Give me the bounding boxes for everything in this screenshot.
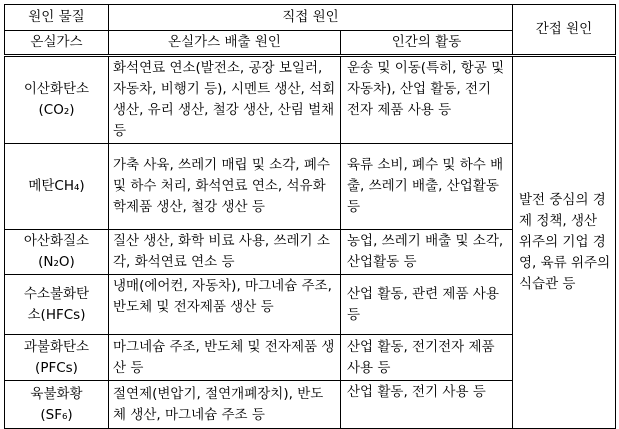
human-activity-cell: 산업 활동, 전기 사용 등	[341, 381, 513, 429]
human-activity-cell: 산업 활동, 관련 제품 사용 등	[341, 275, 513, 335]
human-activity-cell: 운송 및 이동(특히, 항공 및 자동차), 산업 활동, 전기 전자 제품 사용 등	[341, 56, 513, 144]
gas-name-line2: 소(HFCs)	[27, 306, 86, 323]
gas-name-line1: 수소불화탄	[23, 285, 90, 302]
emission-cause-cell: 가축 사육, 쓰레기 매립 및 소각, 폐수 및 하수 처리, 화석연료 연소, 석유화학제품 생산, 철강 생산 등	[109, 144, 341, 230]
emission-cause-cell: 절연제(변압기, 절연개폐장치), 반도체 생산, 마그네슘 주조 등	[109, 381, 341, 429]
header-emission-cause: 온실가스 배출 원인	[109, 31, 341, 56]
table-row	[5, 56, 616, 144]
gas-name-line1: 과불화탄소	[23, 338, 90, 355]
indirect-cause-cell: 발전 중심의 경제 정책, 생산 위주의 기업 경영, 육류 위주의 식습관 등	[513, 56, 616, 429]
header-indirect-cause: 간접 원인	[513, 5, 616, 56]
emission-cause-cell: 질산 생산, 화학 비료 사용, 쓰레기 소각, 화석연료 연소 등	[109, 230, 341, 275]
gas-name-cell	[5, 144, 109, 230]
gas-name-cell	[5, 230, 109, 275]
header-cause-substance: 원인 물질	[5, 5, 109, 31]
emission-cause-cell: 화석연료 연소(발전소, 공장 보일러, 자동차, 비행기 등), 시멘트 생산, 석회 생산, 유리 생산, 철강 생산, 산림 벌채 등	[109, 56, 341, 144]
gas-name-cell	[5, 275, 109, 335]
gas-name-line1: 메탄CH₄)	[28, 178, 85, 194]
emission-cause-cell: 냉매(에어컨, 자동차), 마그네슘 주조, 반도체 및 전자제품 생산 등	[109, 275, 341, 335]
emission-cause-cell: 마그네슘 주조, 반도체 및 전자제품 생산 등	[109, 335, 341, 381]
header-greenhouse-gas: 온실가스	[5, 31, 109, 56]
gas-name-line1: 아산화질소	[23, 233, 90, 249]
human-activity-cell: 육류 소비, 폐수 및 하수 배출, 쓰레기 배출, 산업활동 등	[341, 144, 513, 230]
gas-name-line2: (PFCs)	[35, 359, 78, 376]
gas-name-cell	[5, 381, 109, 429]
greenhouse-gas-cause-table	[4, 4, 616, 429]
gas-name-line1: 육불화황	[30, 385, 83, 402]
gas-name-cell	[5, 335, 109, 381]
header-direct-cause: 직접 원인	[109, 5, 513, 31]
gas-name-line2: (SF₆)	[40, 406, 73, 423]
gas-name-line2: (CO₂)	[38, 102, 75, 118]
header-human-activity: 인간의 활동	[341, 31, 513, 56]
human-activity-cell: 농업, 쓰레기 배출 및 소각, 산업활동 등	[341, 230, 513, 275]
gas-name-line1: 이산화탄소	[23, 81, 90, 97]
gas-name-line2: (N₂O)	[38, 254, 75, 270]
gas-name-cell	[5, 56, 109, 144]
human-activity-cell: 산업 활동, 전기전자 제품 사용 등	[341, 335, 513, 381]
